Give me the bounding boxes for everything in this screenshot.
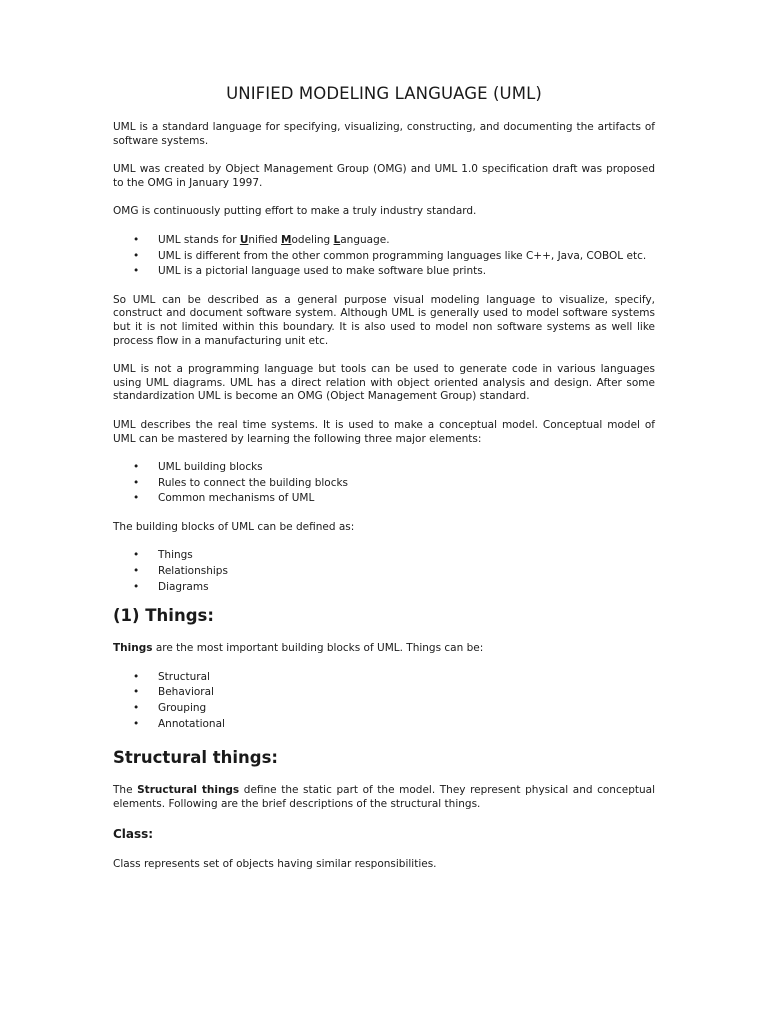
list-item (113, 671, 655, 685)
list-item (113, 492, 655, 506)
list-item (113, 718, 655, 732)
bullet-icon: • (133, 670, 140, 683)
paragraph-text: The (113, 784, 138, 797)
list-item-text: Relationships (158, 565, 228, 578)
list-item (113, 461, 655, 475)
bullet-icon: • (133, 233, 140, 246)
list-item-text: UML building blocks (158, 461, 263, 474)
list-item (113, 565, 655, 579)
list-item-text: Diagrams (158, 580, 209, 593)
list-item (113, 581, 655, 595)
list-item-text: Things (158, 549, 193, 562)
paragraph-text: define the static part of the model. They represent physical and conceptual elements. Following are the brief descriptions of the structural things. (113, 784, 655, 810)
document-title: UNIFIED MODELING LANGUAGE (UML) (226, 84, 542, 103)
list-item-text: Rules to connect the building blocks (158, 476, 349, 489)
paragraph-uml-origin: UML was created by Object Management Group (OMG) and UML 1.0 specification draft was proposed to the OMG in January 1997. (113, 163, 655, 189)
list-item-text: Grouping (158, 702, 207, 715)
heading-things: (1) Things: (113, 606, 214, 626)
bullet-icon: • (133, 702, 140, 715)
list-item-text: odeling (291, 233, 334, 246)
bullet-icon: • (133, 580, 140, 593)
list-item (113, 250, 655, 264)
paragraph-things (113, 642, 655, 656)
list-item (113, 686, 655, 700)
list-item-text: Common mechanisms of UML (158, 492, 315, 505)
list-item-text: UML is different from the other common programming languages like C++, Java, COBOL etc. (158, 249, 647, 262)
paragraph-structural-things (113, 784, 655, 811)
underlined-letter: U (239, 233, 249, 246)
list-item-text: Behavioral (158, 686, 214, 699)
list-item-text: UML stands for (158, 233, 240, 246)
list-item (113, 234, 655, 248)
underlined-letter: M (281, 233, 292, 246)
bold-term: Things (113, 642, 153, 655)
bullet-icon: • (133, 249, 140, 262)
bullet-icon: • (133, 549, 140, 562)
list-item-text: anguage. (340, 233, 390, 246)
list-item (113, 549, 655, 563)
list-item (113, 702, 655, 716)
paragraph-uml-definition: UML is a standard language for specifying, visualizing, constructing, and documenting the artifacts of software systems. (113, 121, 655, 147)
heading-class: Class: (113, 827, 154, 842)
bullet-icon: • (133, 717, 140, 730)
things-list (113, 671, 655, 731)
bullet-icon: • (133, 686, 140, 699)
paragraph-uml-description: So UML can be described as a general purpose visual modeling language to visualize, specify, construct and document software system. Although UML is generally used to model software systems but it is not limited within this boundary. It is also used to model non software systems as well like process flow in a manufacturing unit etc. (113, 293, 655, 347)
paragraph-text: are the most important building blocks of UML. Things can be: (152, 642, 484, 655)
bullet-icon: • (133, 461, 140, 474)
bullet-icon: • (133, 476, 140, 489)
uml-facts-list (113, 234, 655, 279)
list-item-text: Annotational (158, 717, 225, 730)
paragraph-class: Class represents set of objects having similar responsibilities. (113, 858, 437, 871)
bullet-icon: • (133, 565, 140, 578)
list-item-text: nified (248, 233, 282, 246)
document-page (113, 84, 655, 887)
bold-term: Structural things (137, 784, 240, 797)
list-item-text: Structural (158, 670, 210, 683)
paragraph-uml-realtime: UML describes the real time systems. It is used to make a conceptual model. Conceptual model of UML can be mastered by learning the following three major elements: (113, 418, 655, 445)
paragraph-uml-not-programming: UML is not a programming language but tools can be used to generate code in various languages using UML diagrams. UML has a direct relation with object oriented analysis and design. After some standardization UML is become an OMG (Object Management Group) standard. (113, 363, 655, 403)
list-item-text: UML is a pictorial language used to make software blue prints. (158, 265, 487, 278)
list-item (113, 477, 655, 491)
paragraph-omg-effort: OMG is continuously putting effort to make a truly industry standard. (113, 205, 477, 218)
bullet-icon: • (133, 492, 140, 505)
list-item (113, 265, 655, 279)
bullet-icon: • (133, 265, 140, 278)
major-elements-list (113, 461, 655, 506)
building-blocks-list (113, 549, 655, 594)
heading-structural-things: Structural things: (113, 748, 279, 768)
underlined-letter: L (333, 233, 341, 246)
paragraph-building-blocks: The building blocks of UML can be defined as: (113, 520, 355, 533)
